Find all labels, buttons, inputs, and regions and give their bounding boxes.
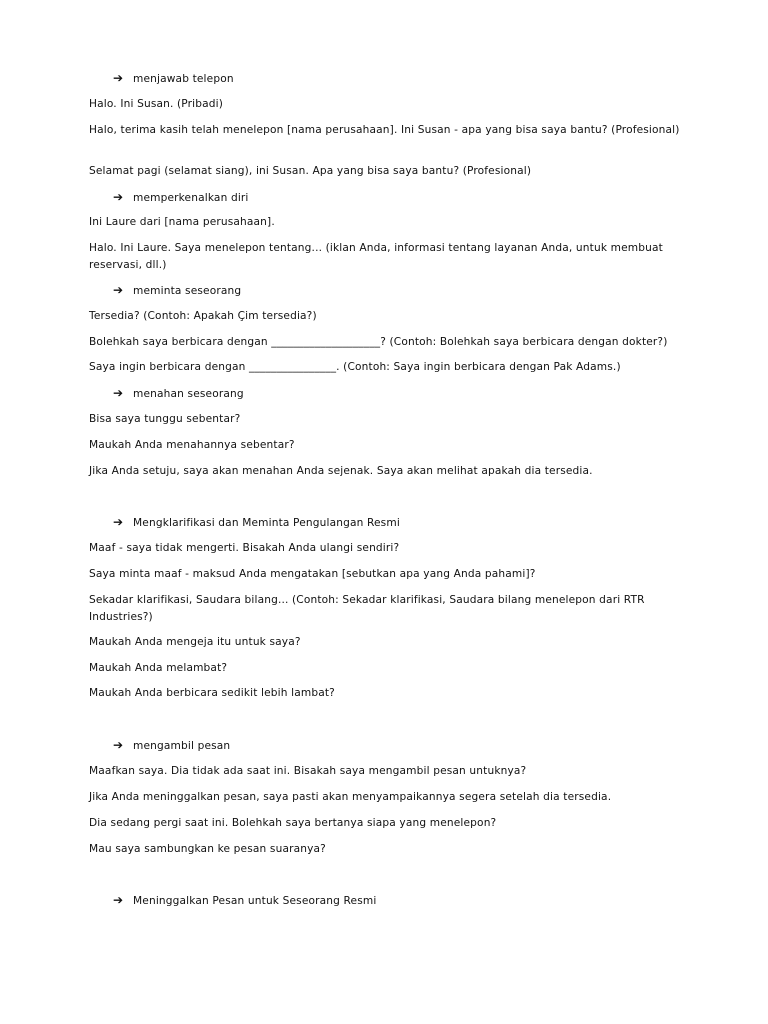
arrow-right-icon: ➔ — [113, 283, 124, 297]
heading-text: mengambil pesan — [133, 740, 231, 752]
body-line: Halo. Ini Susan. (Pribadi) — [89, 98, 224, 110]
arrow-right-icon: ➔ — [113, 738, 124, 752]
section-heading-clarifying — [113, 514, 400, 532]
body-line: Jika Anda setuju, saya akan menahan Anda sejenak. Saya akan melihat apakah dia tersedia. — [89, 465, 593, 477]
body-line: Dia sedang pergi saat ini. Bolehkah saya bertanya siapa yang menelepon? — [89, 817, 497, 829]
heading-text: menahan seseorang — [133, 388, 244, 400]
body-line: Maukah Anda mengeja itu untuk saya? — [89, 636, 301, 648]
body-line: Selamat pagi (selamat siang), ini Susan. Apa yang bisa saya bantu? (Profesional) — [89, 165, 532, 177]
body-line: Tersedia? (Contoh: Apakah Çim tersedia?) — [89, 310, 317, 322]
body-line: Mau saya sambungkan ke pesan suaranya? — [89, 843, 326, 855]
section-heading-taking-message — [113, 737, 230, 755]
arrow-right-icon: ➔ — [113, 190, 124, 204]
body-line: Saya minta maaf - maksud Anda mengatakan [sebutkan apa yang Anda pahami]? — [89, 568, 536, 580]
body-line: Maukah Anda berbicara sedikit lebih lambat? — [89, 687, 335, 699]
heading-text: Mengklarifikasi dan Meminta Pengulangan Resmi — [133, 517, 400, 529]
arrow-right-icon: ➔ — [113, 71, 124, 85]
body-line: Ini Laure dari [nama perusahaan]. — [89, 216, 275, 228]
body-line: Bisa saya tunggu sebentar? — [89, 413, 241, 425]
heading-text: menjawab telepon — [133, 73, 234, 85]
body-line: Maaf - saya tidak mengerti. Bisakah Anda ulangi sendiri? — [89, 542, 400, 554]
section-heading-leaving-message — [113, 892, 376, 910]
arrow-right-icon: ➔ — [113, 893, 124, 907]
body-line: Maukah Anda menahannya sebentar? — [89, 439, 295, 451]
section-heading-answering — [113, 70, 234, 88]
body-line: Saya ingin berbicara dengan ________________. (Contoh: Saya ingin berbicara dengan Pak Adams.) — [89, 361, 621, 373]
body-line: Halo. Ini Laure. Saya menelepon tentang... (iklan Anda, informasi tentang layanan Anda, untuk membuat reservasi, dll.) — [89, 242, 663, 271]
body-line: Bolehkah saya berbicara dengan ____________________? (Contoh: Bolehkah saya berbicara dengan dokter?) — [89, 336, 668, 348]
body-line: Maukah Anda melambat? — [89, 662, 228, 674]
heading-text: memperkenalkan diri — [133, 192, 249, 204]
body-line: Sekadar klarifikasi, Saudara bilang... (Contoh: Sekadar klarifikasi, Saudara bilang menelepon dari RTR Industries?) — [89, 594, 645, 623]
body-line: Halo, terima kasih telah menelepon [nama perusahaan]. Ini Susan - apa yang bisa saya bantu? (Profesional) — [89, 124, 680, 136]
section-heading-asking — [113, 282, 241, 300]
heading-text: Meninggalkan Pesan untuk Seseorang Resmi — [133, 895, 377, 907]
arrow-right-icon: ➔ — [113, 386, 124, 400]
heading-text: meminta seseorang — [133, 285, 242, 297]
section-heading-introducing — [113, 189, 249, 207]
section-heading-holding — [113, 385, 244, 403]
arrow-right-icon: ➔ — [113, 515, 124, 529]
body-line: Jika Anda meninggalkan pesan, saya pasti akan menyampaikannya segera setelah dia tersedia. — [89, 791, 612, 803]
body-line: Maafkan saya. Dia tidak ada saat ini. Bisakah saya mengambil pesan untuknya? — [89, 765, 527, 777]
